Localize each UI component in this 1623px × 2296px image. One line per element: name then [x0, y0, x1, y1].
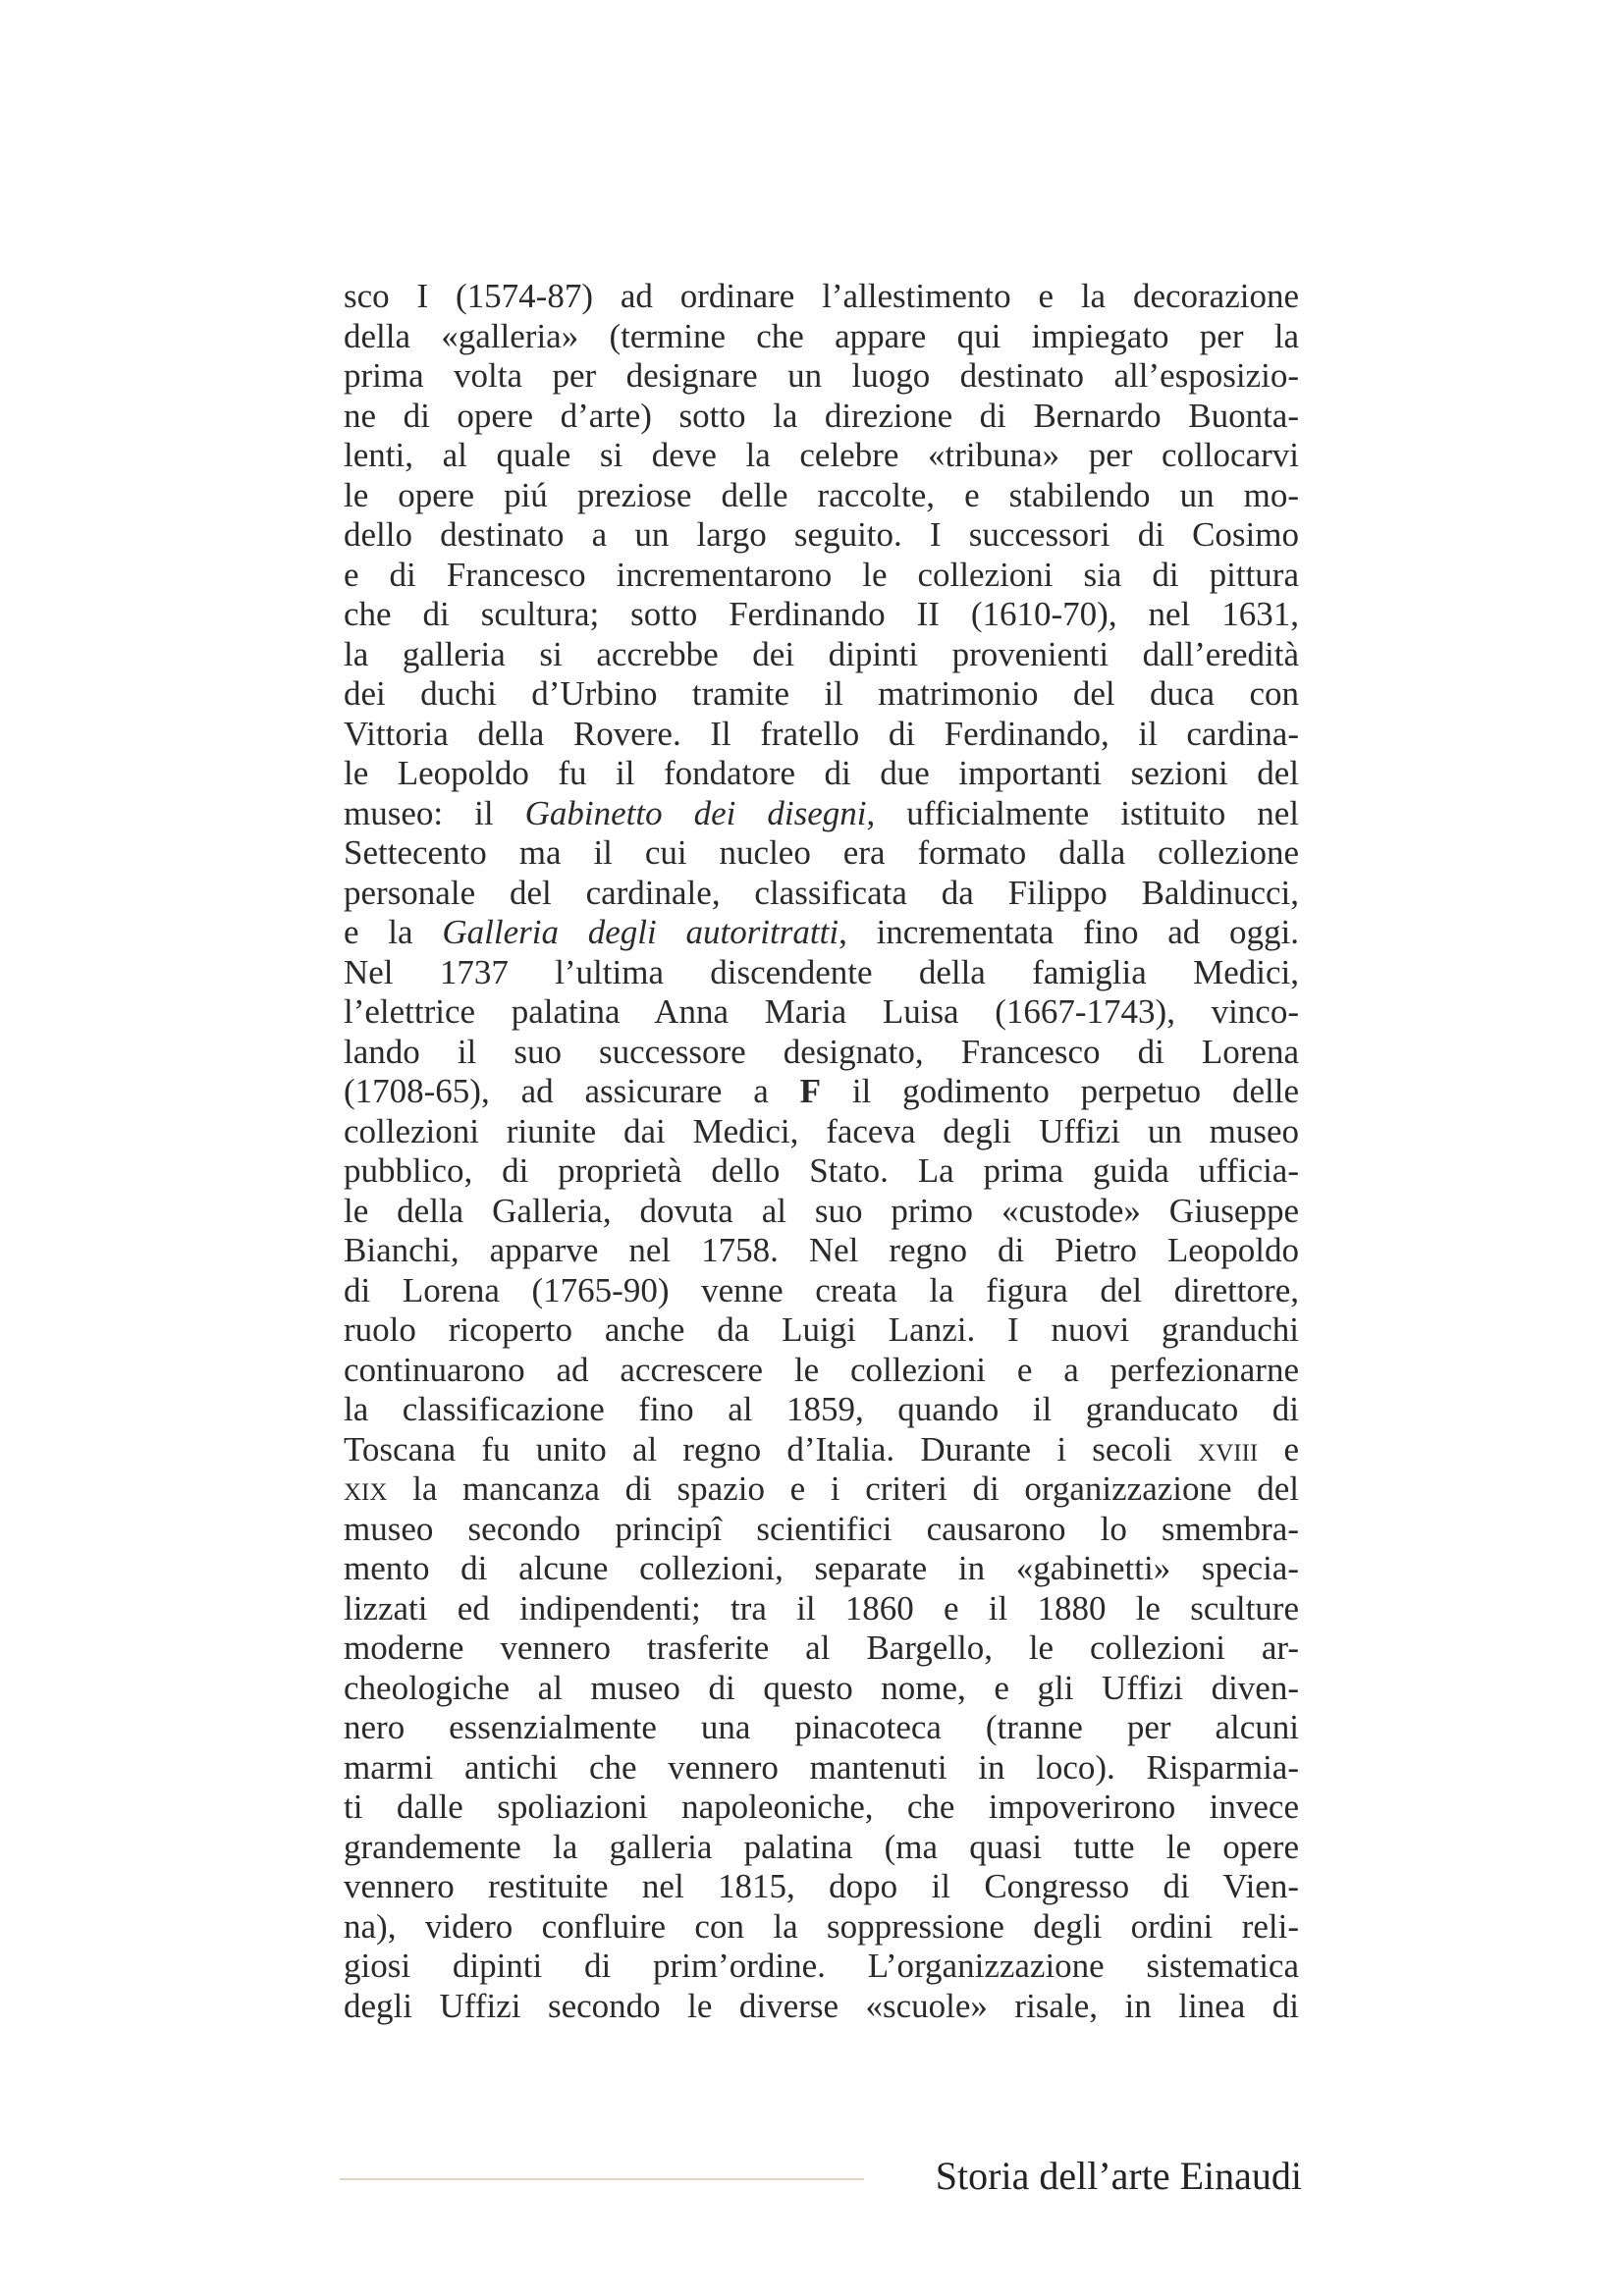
- body-line: cheologiche al museo di questo nome, e gli Uffizi diven-: [344, 1668, 1299, 1707]
- body-line: lenti, al quale si deve la celebre «tribuna» per collocarvi: [344, 436, 1299, 474]
- body-line: la classificazione fino al 1859, quando il granducato di: [344, 1390, 1299, 1428]
- body-line: Nel 1737 l’ultima discendente della famiglia Medici,: [344, 952, 1299, 991]
- body-line: giosi dipinti di prim’ordine. L’organizzazione sistematica: [344, 1947, 1299, 1985]
- footer-series-title: Storia dell’arte Einaudi: [935, 2154, 1302, 2198]
- body-line: e la Galleria degli autoritratti, incrementata fino ad oggi.: [344, 913, 1299, 951]
- body-line: continuarono ad accrescere le collezioni e a perfezionarne: [344, 1350, 1299, 1389]
- body-line: Settecento ma il cui nucleo era formato dalla collezione: [344, 833, 1299, 872]
- body-line: Toscana fu unito al regno d’Italia. Durante i secoli xviii e: [344, 1429, 1299, 1468]
- body-line: vennero restituite nel 1815, dopo il Congresso di Vien-: [344, 1867, 1299, 1905]
- body-line: dello destinato a un largo seguito. I successori di Cosimo: [344, 515, 1299, 554]
- body-line: le opere piú preziose delle raccolte, e stabilendo un mo-: [344, 475, 1299, 514]
- body-line: ruolo ricoperto anche da Luigi Lanzi. I nuovi granduchi: [344, 1310, 1299, 1349]
- body-line: mento di alcune collezioni, separate in «gabinetti» specia-: [344, 1549, 1299, 1587]
- body-line: Bianchi, apparve nel 1758. Nel regno di Pietro Leopoldo: [344, 1231, 1299, 1269]
- body-line: le Leopoldo fu il fondatore di due importanti sezioni del: [344, 754, 1299, 792]
- body-line: sco I (1574-87) ad ordinare l’allestimento e la decorazione: [344, 277, 1299, 315]
- body-line: moderne vennero trasferite al Bargello, le collezioni ar-: [344, 1629, 1299, 1667]
- body-line: ti dalle spoliazioni napoleoniche, che impoverirono invece: [344, 1788, 1299, 1826]
- body-line: na), videro confluire con la soppressione degli ordini reli-: [344, 1906, 1299, 1946]
- italic-title: Galleria degli autoritratti: [442, 913, 839, 951]
- body-line: grandemente la galleria palatina (ma quasi tutte le opere: [344, 1827, 1299, 1866]
- body-line: lando il suo successore designato, Francesco di Lorena: [344, 1032, 1299, 1071]
- body-line: dei duchi d’Urbino tramite il matrimonio del duca con: [344, 674, 1299, 713]
- body-line: e di Francesco incrementarono le collezioni sia di pittura: [344, 555, 1299, 594]
- roman-numeral: xix: [344, 1469, 388, 1508]
- body-line: museo: il Gabinetto dei disegni, ufficialmente istituito nel: [344, 793, 1299, 832]
- bold-initial: F: [799, 1072, 821, 1110]
- body-line: di Lorena (1765-90) venne creata la figura del direttore,: [344, 1270, 1299, 1309]
- body-line: nero essenzialmente una pinacoteca (tranne per alcuni: [344, 1708, 1299, 1746]
- body-line: prima volta per designare un luogo destinato all’esposizio-: [344, 356, 1299, 395]
- body-line: lizzati ed indipendenti; tra il 1860 e il 1880 le sculture: [344, 1588, 1299, 1628]
- body-line: (1708-65), ad assicurare a F il godimento perpetuo delle: [344, 1072, 1299, 1110]
- footer-divider: [340, 2178, 864, 2180]
- italic-title: Gabinetto dei disegni: [524, 793, 867, 832]
- body-line: ne di opere d’arte) sotto la direzione di Bernardo Buonta-: [344, 396, 1299, 435]
- body-line: xix la mancanza di spazio e i criteri di organizzazione del: [344, 1469, 1299, 1508]
- body-line: Vittoria della Rovere. Il fratello di Ferdinando, il cardina-: [344, 714, 1299, 753]
- body-line: personale del cardinale, classificata da Filippo Baldinucci,: [344, 873, 1299, 912]
- body-line: marmi antichi che vennero mantenuti in loco). Risparmia-: [344, 1747, 1299, 1787]
- body-line: le della Galleria, dovuta al suo primo «custode» Giuseppe: [344, 1191, 1299, 1230]
- body-line: collezioni riunite dai Medici, faceva degli Uffizi un museo: [344, 1111, 1299, 1150]
- body-line: museo secondo principî scientifici causarono lo smembra-: [344, 1509, 1299, 1548]
- body-line: della «galleria» (termine che appare qui impiegato per la: [344, 316, 1299, 355]
- roman-numeral: xviii: [1198, 1429, 1259, 1468]
- body-text: [344, 277, 1299, 2026]
- body-line: l’elettrice palatina Anna Maria Luisa (1667-1743), vinco-: [344, 992, 1299, 1031]
- body-line: che di scultura; sotto Ferdinando II (1610-70), nel 1631,: [344, 595, 1299, 633]
- body-line: pubblico, di proprietà dello Stato. La prima guida ufficia-: [344, 1151, 1299, 1190]
- body-line: degli Uffizi secondo le diverse «scuole» risale, in linea di: [344, 1986, 1299, 2025]
- body-line: la galleria si accrebbe dei dipinti provenienti dall’eredità: [344, 634, 1299, 673]
